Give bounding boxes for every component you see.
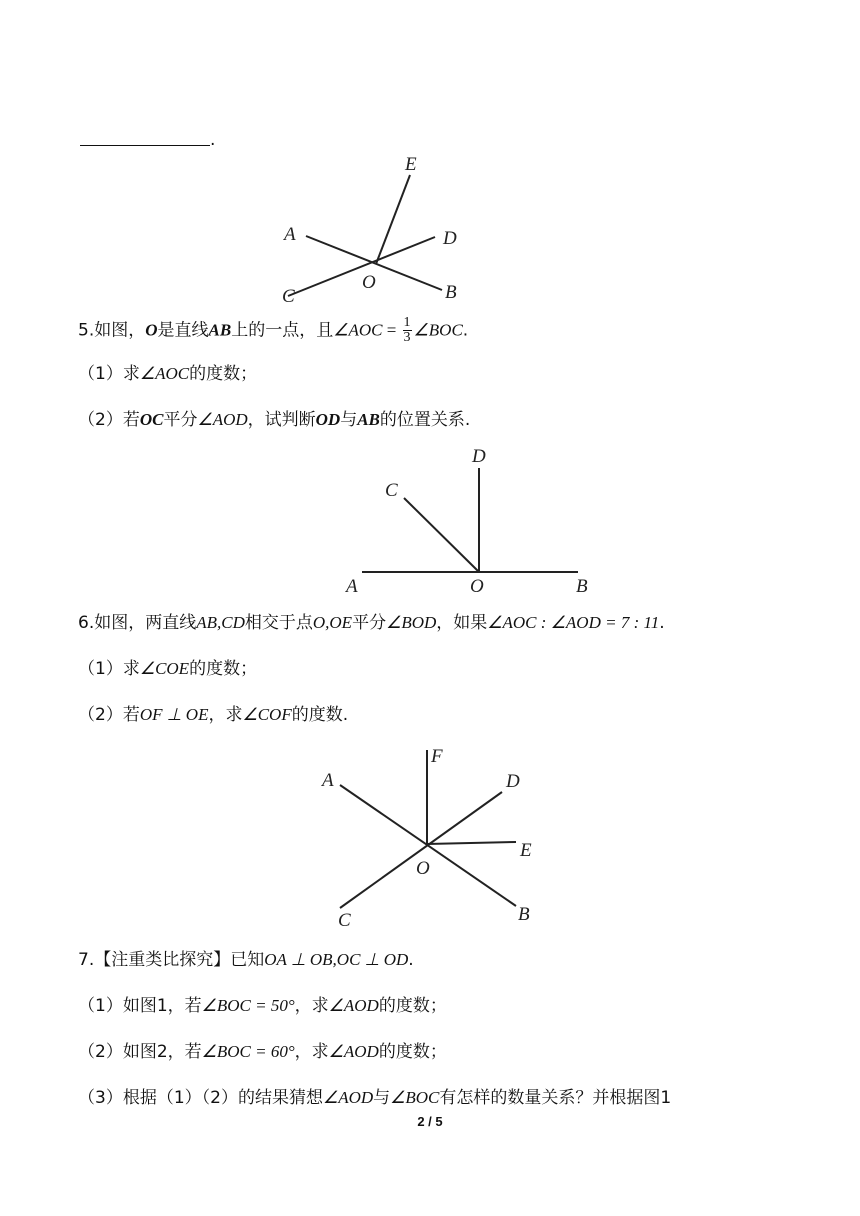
fraction-one-third: $\frac{1}{3}$ bbox=[403, 315, 411, 345]
figure-q4 bbox=[270, 150, 490, 310]
q5-part2: （2）若OC平分∠AOD，试判断OD与AB的位置关系. bbox=[78, 410, 471, 430]
page-number: 2 / 5 bbox=[417, 1114, 443, 1129]
label-b: B bbox=[576, 576, 588, 597]
label-c: C bbox=[385, 480, 398, 501]
q5-intro: 5.如图，O是直线AB上的一点，且∠AOC = $\frac{1}{3}$ ∠BOC. bbox=[78, 315, 469, 345]
label-a: A bbox=[284, 224, 296, 245]
q6-part1: （1）求∠COE的度数； bbox=[78, 659, 258, 679]
answer-blank bbox=[80, 145, 210, 146]
label-e: E bbox=[405, 154, 417, 175]
label-b: B bbox=[445, 282, 457, 303]
label-d: D bbox=[472, 446, 486, 467]
q7-intro: 7.【注重类比探究】已知OA ⊥ OB,OC ⊥ OD. bbox=[78, 950, 414, 970]
q7-part3: （3）根据（1）（2）的结果猜想∠AOD与∠BOC有怎样的数量关系？并根据图1 bbox=[78, 1088, 672, 1108]
ray-oe bbox=[376, 175, 410, 264]
q7-part2: （2）如图2，若∠BOC = 60°，求∠AOD的度数； bbox=[78, 1042, 447, 1062]
label-o: O bbox=[470, 576, 484, 597]
q6-part2: （2）若OF ⊥ OE，求∠COF的度数. bbox=[78, 705, 349, 725]
label-c: C bbox=[338, 910, 351, 930]
label-d: D bbox=[506, 771, 520, 792]
label-o: O bbox=[416, 858, 430, 879]
label-c: C bbox=[282, 286, 295, 307]
blank-period: . bbox=[210, 130, 216, 150]
line-cd bbox=[340, 792, 502, 908]
figure-q5 bbox=[340, 440, 600, 600]
label-o: O bbox=[362, 272, 376, 293]
label-b: B bbox=[518, 904, 530, 925]
q5-part1: （1）求∠AOC的度数； bbox=[78, 364, 258, 384]
ray-oc bbox=[404, 498, 479, 572]
label-a: A bbox=[346, 576, 358, 597]
label-e: E bbox=[520, 840, 532, 861]
ray-oe bbox=[427, 842, 516, 844]
label-a: A bbox=[322, 770, 334, 791]
q7-part1: （1）如图1，若∠BOC = 50°，求∠AOD的度数； bbox=[78, 996, 447, 1016]
label-f: F bbox=[431, 746, 443, 767]
label-d: D bbox=[443, 228, 457, 249]
q6-intro: 6.如图，两直线AB,CD相交于点O,OE平分∠BOD，如果∠AOC : ∠AOD = 7 : 11. bbox=[78, 613, 665, 633]
figure-q6 bbox=[310, 740, 550, 930]
